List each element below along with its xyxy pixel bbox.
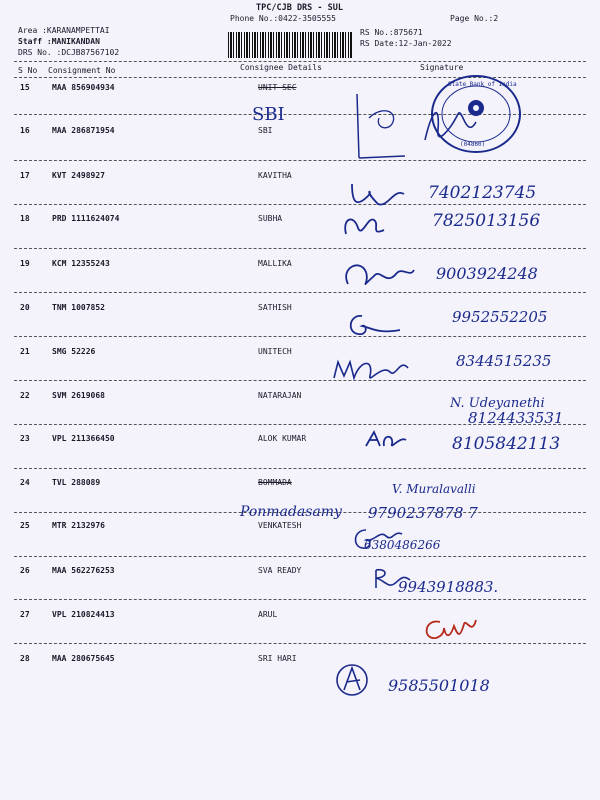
handwritten-phone: 9585501018 xyxy=(388,676,490,695)
signature-20 xyxy=(344,310,404,340)
header-rule-top xyxy=(14,61,586,62)
row-consignment: TNM 1007852 xyxy=(52,303,105,312)
row-consignment: TVL 288089 xyxy=(52,478,101,487)
signature-scribble xyxy=(345,92,425,162)
drs-number: DRS No. :DCJB87567102 xyxy=(18,48,120,57)
handwritten-name: N. Udeyanethi xyxy=(450,396,545,411)
row-name: MALLIKA xyxy=(258,259,292,268)
signature-16 xyxy=(420,100,480,150)
row-sno: 26 xyxy=(20,566,30,575)
row-sno: 15 xyxy=(20,83,30,92)
row-sno: 20 xyxy=(20,303,30,312)
row-consignment: SVM 2619068 xyxy=(52,391,105,400)
row-rule xyxy=(14,468,586,469)
table-row xyxy=(0,654,600,698)
handwritten-phone: 7402123745 xyxy=(428,183,537,203)
stamp-text: State Bank of India xyxy=(448,81,517,88)
barcode xyxy=(228,32,352,58)
row-name: SUBHA xyxy=(258,214,283,223)
row-sno: 27 xyxy=(20,610,30,619)
row-consignment: MAA 286871954 xyxy=(52,126,115,135)
row-consignment: MAA 562276253 xyxy=(52,566,115,575)
row-rule xyxy=(14,599,586,600)
row-name: UNITECH xyxy=(258,347,292,356)
area-label: Area :KARANAMPETTAI xyxy=(18,26,110,35)
row-consignment: MAA 856904934 xyxy=(52,83,115,92)
row-rule xyxy=(14,643,586,644)
handwritten-phone: 6380486266 xyxy=(364,538,441,552)
phone-number: Phone No.:0422-3505555 xyxy=(230,14,336,23)
row-name: SATHISH xyxy=(258,303,292,312)
row-name: BOMMADA xyxy=(258,478,292,487)
row-rule xyxy=(14,204,586,205)
row-consignment: MAA 280675645 xyxy=(52,654,115,663)
handwritten-phone: 9943918883. xyxy=(398,578,499,596)
signature-17 xyxy=(348,180,408,212)
signature-23 xyxy=(362,428,408,450)
row-rule xyxy=(14,556,586,557)
table-row xyxy=(0,521,600,565)
handwritten-phone: 8344515235 xyxy=(456,352,552,370)
handwritten-phone: 8124433531 xyxy=(468,409,564,427)
table-row xyxy=(0,566,600,610)
signature-28 xyxy=(334,662,374,698)
row-sno: 24 xyxy=(20,478,30,487)
row-consignment: PRD 1111624074 xyxy=(52,214,120,223)
signature-18 xyxy=(340,210,390,240)
signature-21 xyxy=(330,354,410,386)
row-name: VENKATESH xyxy=(258,521,302,530)
row-consignment: VPL 210824413 xyxy=(52,610,115,619)
handwritten-phone: 9003924248 xyxy=(436,264,538,283)
row-name: ALOK KUMAR xyxy=(258,434,307,443)
stamp-branch: (04860) xyxy=(460,141,486,148)
row-rule xyxy=(14,380,586,381)
row-sno: 28 xyxy=(20,654,30,663)
row-sno: 19 xyxy=(20,259,30,268)
handwritten-phone: 9952552205 xyxy=(452,308,548,326)
staff-label: Staff :MANIKANDAN xyxy=(18,37,100,46)
handwritten-phone: 8105842113 xyxy=(452,434,561,454)
handwritten-phone: 9790237878 7 xyxy=(368,504,478,522)
row-name: NATARAJAN xyxy=(258,391,302,400)
row-rule xyxy=(14,248,586,249)
row-rule xyxy=(14,160,586,161)
row-consignment: KCM 12355243 xyxy=(52,259,110,268)
row-consignment: KVT 2498927 xyxy=(52,171,105,180)
document-title: TPC/CJB DRS - SUL xyxy=(256,3,343,13)
row-consignment: MTR 2132976 xyxy=(52,521,105,530)
row-name: UNIT SEC xyxy=(258,83,297,92)
row-name: KAVITHA xyxy=(258,171,292,180)
row-sno: 21 xyxy=(20,347,30,356)
rs-number: RS No.:875671 xyxy=(360,28,423,37)
column-sno: S No xyxy=(18,66,38,75)
row-rule xyxy=(14,336,586,337)
handwritten-name: Ponmadasamy xyxy=(240,504,342,520)
column-details: Consignee Details xyxy=(240,63,322,72)
column-consignment: Consignment No xyxy=(48,66,116,75)
row-name: SVA READY xyxy=(258,566,302,575)
row-sno: 17 xyxy=(20,171,30,180)
page-number: Page No.:2 xyxy=(450,14,499,23)
rs-date: RS Date:12-Jan-2022 xyxy=(360,39,452,48)
row-sno: 18 xyxy=(20,214,30,223)
row-sno: 16 xyxy=(20,126,30,135)
table-row xyxy=(0,610,600,654)
handwritten-phone: 7825013156 xyxy=(432,211,541,231)
row-name: ARUL xyxy=(258,610,278,619)
signature-27 xyxy=(420,614,480,644)
row-name: SRI HARI xyxy=(258,654,297,663)
row-sno: 23 xyxy=(20,434,30,443)
handwritten-name: V. Muralavalli xyxy=(392,482,476,496)
row-sno: 22 xyxy=(20,391,30,400)
column-signature: Signature xyxy=(420,63,464,72)
row-consignment: VPL 211366450 xyxy=(52,434,115,443)
row-rule xyxy=(14,292,586,293)
row-consignment: SMG 52226 xyxy=(52,347,96,356)
handwritten-sbi: SBI xyxy=(252,104,285,125)
row-name: SBI xyxy=(258,126,273,135)
row-sno: 25 xyxy=(20,521,30,530)
signature-19 xyxy=(340,256,416,292)
